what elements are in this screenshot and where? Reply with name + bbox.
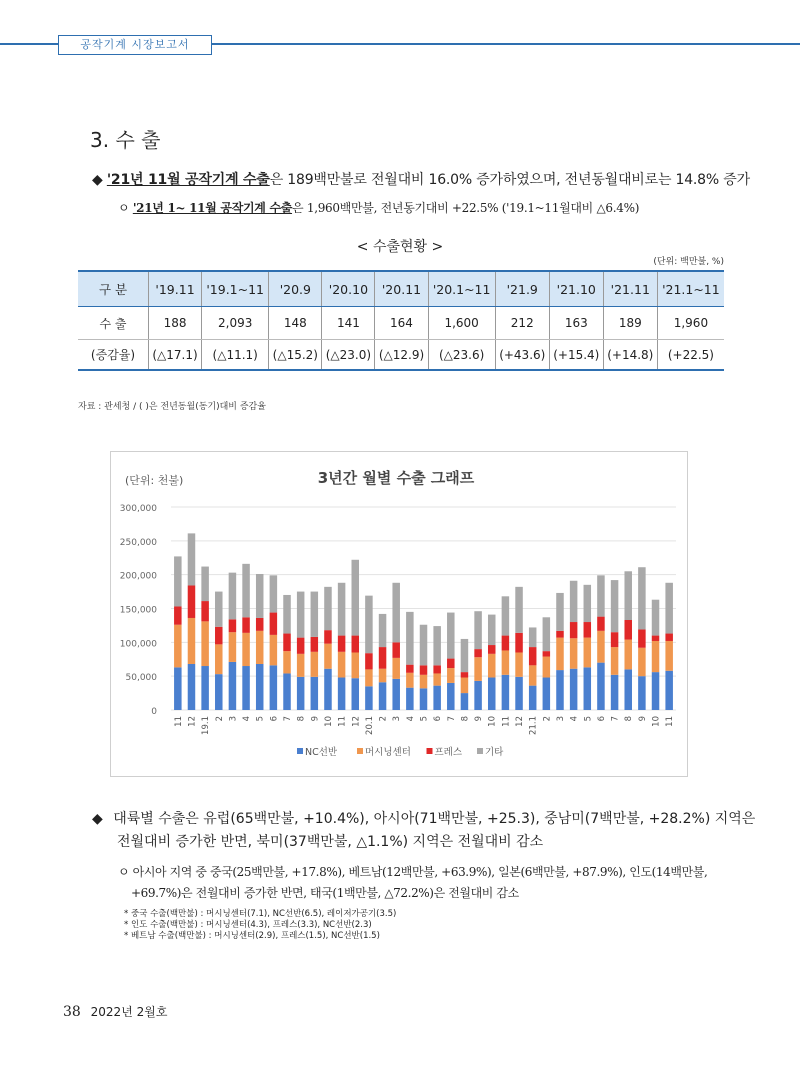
x-tick-label: 11 xyxy=(665,716,676,727)
table-header-cell: '21.10 xyxy=(549,271,603,307)
bar-segment xyxy=(188,664,196,710)
legend-swatch xyxy=(427,748,433,754)
bar-segment xyxy=(652,636,660,641)
bar-segment xyxy=(624,571,632,620)
bar-segment xyxy=(474,681,482,710)
x-tick-label: 12 xyxy=(515,716,526,727)
bar-segment xyxy=(352,678,360,710)
region-line2: 전월대비 증가한 반면, 북미(37백만불, △1.1%) 지역은 전월대비 감소 xyxy=(117,834,544,850)
bar-segment xyxy=(597,663,605,710)
bar-segment xyxy=(324,669,332,710)
bar-segment xyxy=(379,647,387,669)
bar-segment xyxy=(215,627,223,645)
bar-segment xyxy=(379,614,387,647)
bar-segment xyxy=(611,632,619,647)
table-cell: (△11.1) xyxy=(202,340,269,371)
bar-segment xyxy=(201,621,209,666)
bullet-detail-text: 은 1,960백만불, 전년동기대비 +22.5% ('19.1~11월대비 △6.4%) xyxy=(292,201,640,215)
bar-segment xyxy=(665,583,673,634)
bar-segment xyxy=(488,615,496,645)
legend-swatch xyxy=(357,748,363,754)
x-tick-label: 10 xyxy=(323,716,334,727)
bullet-detail-bold: '21년 1~ 11월 공작기계 수출 xyxy=(132,201,293,215)
source-note: 자료 : 관세청 / ( )은 전년동월(동기)대비 증감율 xyxy=(78,402,266,412)
bar-segment xyxy=(174,667,182,710)
x-tick-label: 12 xyxy=(187,716,198,727)
bar-segment xyxy=(256,574,264,618)
bar-segment xyxy=(502,636,510,651)
bar-segment xyxy=(297,677,305,710)
bar-segment xyxy=(283,634,291,652)
bar-segment xyxy=(665,671,673,710)
table-header-cell: '20.1~11 xyxy=(428,271,495,307)
bar-segment xyxy=(652,672,660,710)
x-tick-label: 9 xyxy=(310,716,321,722)
y-tick-label: 250,000 xyxy=(119,537,157,548)
export-table xyxy=(78,270,724,371)
table-cell: (증감율) xyxy=(78,340,149,371)
table-header-cell: '21.9 xyxy=(495,271,549,307)
bar-segment xyxy=(392,658,400,679)
x-tick-label: 9 xyxy=(637,716,648,722)
bar-segment xyxy=(406,612,414,665)
x-tick-label: 2 xyxy=(542,716,553,722)
bar-segment xyxy=(624,669,632,710)
table-cell: (△12.9) xyxy=(375,340,428,371)
bullet-detail xyxy=(118,199,639,216)
chart-unit-label: (단위: 천불) xyxy=(125,474,184,487)
bar-segment xyxy=(283,673,291,710)
x-tick-label: 3 xyxy=(555,716,566,722)
bar-segment xyxy=(311,652,319,677)
bar-segment xyxy=(229,619,237,632)
bar-segment xyxy=(188,585,196,617)
bar-segment xyxy=(379,669,387,683)
bar-segment xyxy=(365,653,373,669)
x-tick-label: 5 xyxy=(583,716,594,722)
bar-segment xyxy=(392,642,400,658)
y-tick-label: 50,000 xyxy=(125,673,157,684)
x-tick-label: 12 xyxy=(351,716,362,727)
x-tick-label: 3 xyxy=(392,716,403,722)
bar-segment xyxy=(584,667,592,710)
bar-segment xyxy=(311,637,319,652)
bar-segment xyxy=(461,672,469,677)
bar-segment xyxy=(433,665,441,673)
bar-segment xyxy=(447,613,455,659)
bar-segment xyxy=(570,622,578,638)
bar-segment xyxy=(502,596,510,635)
bar-segment xyxy=(447,683,455,710)
table-header-cell: 구 분 xyxy=(78,271,149,307)
bar-segment xyxy=(556,593,564,631)
table-header-cell: '20.9 xyxy=(269,271,322,307)
table-cell: (△15.2) xyxy=(269,340,322,371)
bar-segment xyxy=(365,669,373,686)
asia-line2: +69.7%)은 전월대비 증가한 반면, 태국(1백만불, △72.2%)은 전월대비 감소 xyxy=(131,886,519,900)
table-cell: 1,600 xyxy=(428,307,495,340)
page-footer xyxy=(63,1003,167,1020)
x-tick-label: 10 xyxy=(487,716,498,727)
bar-segment xyxy=(297,638,305,654)
x-tick-label: 8 xyxy=(460,716,471,722)
x-tick-label: 7 xyxy=(283,716,294,722)
bar-segment xyxy=(570,638,578,668)
bar-segment xyxy=(638,629,646,647)
bar-segment xyxy=(256,664,264,710)
bullet-summary-text: 은 189백만불로 전월대비 16.0% 증가하였으며, 전년동월대비로는 14.8% 증가 xyxy=(269,172,750,188)
bar-segment xyxy=(283,595,291,634)
header-rule-right xyxy=(212,43,800,45)
bar-segment xyxy=(665,641,673,671)
table-header-cell: '21.11 xyxy=(603,271,657,307)
x-tick-label: 7 xyxy=(446,716,457,722)
bar-segment xyxy=(420,688,428,710)
x-tick-label: 20.1 xyxy=(364,716,375,735)
bar-segment xyxy=(624,640,632,670)
x-tick-label: 6 xyxy=(433,716,444,722)
x-tick-label: 4 xyxy=(569,716,580,722)
bar-segment xyxy=(201,567,209,602)
bar-segment xyxy=(529,686,537,710)
bar-segment xyxy=(297,592,305,638)
bar-segment xyxy=(324,587,332,630)
bar-segment xyxy=(352,560,360,636)
bar-segment xyxy=(256,631,264,664)
x-tick-label: 2 xyxy=(378,716,389,722)
footnote: * 베트남 수출(백만불) : 머시닝센터(2.9), 프레스(1.5), NC선반(1.5) xyxy=(124,931,380,941)
bar-segment xyxy=(433,673,441,685)
bar-segment xyxy=(461,693,469,710)
bar-segment xyxy=(638,648,646,676)
bar-segment xyxy=(433,686,441,710)
bar-segment xyxy=(665,634,673,641)
x-tick-label: 7 xyxy=(610,716,621,722)
bar-segment xyxy=(624,620,632,640)
x-tick-label: 5 xyxy=(255,716,266,722)
bar-segment xyxy=(543,617,551,651)
bar-segment xyxy=(543,678,551,710)
bar-segment xyxy=(433,626,441,665)
bar-segment xyxy=(406,665,414,673)
circle-bullet-icon: ㅇ xyxy=(118,201,130,215)
bar-segment xyxy=(652,600,660,636)
bar-segment xyxy=(529,627,537,647)
bar-segment xyxy=(188,533,196,585)
table-cell: 188 xyxy=(149,307,202,340)
bar-segment xyxy=(502,675,510,710)
x-tick-label: 9 xyxy=(474,716,485,722)
bar-segment xyxy=(242,617,250,633)
table-header-row xyxy=(78,271,724,307)
table-cell: (+15.4) xyxy=(549,340,603,371)
bar-segment xyxy=(461,639,469,672)
bar-segment xyxy=(174,625,182,668)
bar-segment xyxy=(611,647,619,675)
bar-segment xyxy=(215,592,223,627)
bar-segment xyxy=(229,573,237,620)
x-tick-label: 5 xyxy=(419,716,430,722)
issue-label: 2022년 2월호 xyxy=(90,1005,168,1019)
table-header-cell: '19.1~11 xyxy=(202,271,269,307)
bar-segment xyxy=(597,631,605,663)
bar-segment xyxy=(242,564,250,617)
asia-line1: 아시아 지역 중 중국(25백만불, +17.8%), 베트남(12백만불, +63.9%), 일본(6백만불, +87.9%), 인도(14백만불, xyxy=(132,865,708,879)
bar-segment xyxy=(338,678,346,710)
table-cell: 163 xyxy=(549,307,603,340)
x-tick-label: 11 xyxy=(173,716,184,727)
bar-segment xyxy=(515,633,523,653)
x-tick-label: 4 xyxy=(405,716,416,722)
bar-segment xyxy=(447,668,455,683)
bar-segment xyxy=(352,636,360,653)
bar-segment xyxy=(256,618,264,631)
bar-segment xyxy=(420,625,428,666)
x-tick-label: 2 xyxy=(214,716,225,722)
export-chart xyxy=(111,452,687,776)
legend-swatch xyxy=(297,748,303,754)
bar-segment xyxy=(584,638,592,668)
table-cell: 2,093 xyxy=(202,307,269,340)
bar-segment xyxy=(242,633,250,666)
x-tick-label: 6 xyxy=(596,716,607,722)
bar-segment xyxy=(338,652,346,678)
table-cell: 1,960 xyxy=(657,307,724,340)
chart-frame xyxy=(110,451,688,777)
bar-segment xyxy=(515,677,523,710)
bar-segment xyxy=(229,662,237,710)
bar-segment xyxy=(392,679,400,710)
asia-paragraph xyxy=(118,863,707,880)
x-tick-label: 4 xyxy=(242,716,253,722)
table-header-cell: '20.11 xyxy=(375,271,428,307)
bar-segment xyxy=(461,678,469,694)
x-tick-label: 11 xyxy=(501,716,512,727)
x-tick-label: 10 xyxy=(651,716,662,727)
bar-segment xyxy=(611,580,619,632)
bar-segment xyxy=(543,657,551,678)
legend-label: 프레스 xyxy=(434,747,463,758)
legend-label: NC선반 xyxy=(305,747,338,758)
region-paragraph xyxy=(92,808,755,828)
bar-segment xyxy=(311,677,319,710)
bar-segment xyxy=(270,635,278,665)
table-cell: (+14.8) xyxy=(603,340,657,371)
bar-segment xyxy=(338,583,346,636)
x-tick-label: 8 xyxy=(624,716,635,722)
bar-segment xyxy=(447,659,455,668)
bar-segment xyxy=(597,575,605,616)
bar-segment xyxy=(474,657,482,681)
table-row xyxy=(78,340,724,371)
table-cell: 189 xyxy=(603,307,657,340)
footnotes xyxy=(124,909,396,942)
bar-segment xyxy=(543,651,551,656)
bar-segment xyxy=(420,675,428,689)
bar-segment xyxy=(474,649,482,657)
bar-segment xyxy=(652,641,660,672)
y-tick-label: 200,000 xyxy=(119,571,157,582)
bar-segment xyxy=(365,596,373,654)
bar-segment xyxy=(638,676,646,710)
x-tick-label: 8 xyxy=(296,716,307,722)
table-cell: 141 xyxy=(322,307,375,340)
bar-segment xyxy=(515,652,523,676)
bar-segment xyxy=(283,651,291,673)
footnote: * 중국 수출(백만불) : 머시닝센터(7.1), NC선반(6.5), 레이저가공기(3.5) xyxy=(124,909,397,919)
legend-swatch xyxy=(477,748,483,754)
circle-bullet-icon: ㅇ xyxy=(118,865,130,879)
section-title: 3. 수 출 xyxy=(90,128,161,152)
table-header-cell: '20.10 xyxy=(322,271,375,307)
header-title: 공작기계 시장보고서 xyxy=(58,35,212,55)
table-title: < 수출현황 > xyxy=(356,239,444,255)
x-tick-label: 21.1 xyxy=(528,716,539,735)
bullet-summary xyxy=(92,169,750,189)
diamond-bullet-icon: ◆ xyxy=(92,811,103,827)
table-cell: (△23.6) xyxy=(428,340,495,371)
bar-segment xyxy=(515,587,523,633)
bar-segment xyxy=(188,618,196,664)
bar-segment xyxy=(201,666,209,710)
table-cell: (+43.6) xyxy=(495,340,549,371)
bar-segment xyxy=(488,654,496,678)
bar-segment xyxy=(584,585,592,622)
bar-segment xyxy=(611,675,619,710)
y-tick-label: 150,000 xyxy=(119,605,157,616)
bar-segment xyxy=(201,601,209,621)
bullet-summary-bold: '21년 11월 공작기계 수출 xyxy=(106,172,270,188)
bar-segment xyxy=(638,567,646,629)
y-tick-label: 300,000 xyxy=(119,504,157,514)
bar-segment xyxy=(529,665,537,685)
region-line1: 대륙별 수출은 유럽(65백만불, +10.4%), 아시아(71백만불, +25.3), 중남미(7백만불, +28.2%) 지역은 xyxy=(113,811,756,827)
bar-segment xyxy=(474,611,482,649)
bar-segment xyxy=(242,666,250,710)
y-tick-label: 100,000 xyxy=(119,639,157,650)
x-tick-label: 11 xyxy=(337,716,348,727)
table-row xyxy=(78,307,724,340)
bar-segment xyxy=(311,592,319,637)
x-tick-label: 6 xyxy=(269,716,280,722)
bar-segment xyxy=(324,630,332,644)
table-header-cell: '21.1~11 xyxy=(657,271,724,307)
bar-segment xyxy=(270,665,278,710)
chart-title: 3년간 월별 수출 그래프 xyxy=(317,469,475,487)
table-cell: (△17.1) xyxy=(149,340,202,371)
bar-segment xyxy=(570,581,578,622)
table-cell: (+22.5) xyxy=(657,340,724,371)
bar-segment xyxy=(556,670,564,710)
table-cell: 수 출 xyxy=(78,307,149,340)
page-number: 38 xyxy=(63,1004,81,1020)
bar-segment xyxy=(488,645,496,654)
bar-segment xyxy=(597,617,605,631)
bar-segment xyxy=(556,638,564,670)
x-tick-label: 3 xyxy=(228,716,239,722)
bar-segment xyxy=(270,575,278,612)
bar-segment xyxy=(584,622,592,638)
bar-segment xyxy=(324,644,332,669)
bar-segment xyxy=(352,652,360,678)
x-tick-label: 19.1 xyxy=(201,716,212,735)
bar-segment xyxy=(406,688,414,710)
table-cell: 148 xyxy=(269,307,322,340)
bar-segment xyxy=(229,632,237,662)
bar-segment xyxy=(215,674,223,710)
diamond-bullet-icon: ◆ xyxy=(92,172,103,188)
header-rule-left xyxy=(0,43,58,45)
bar-segment xyxy=(420,665,428,674)
bar-segment xyxy=(556,631,564,638)
legend-label: 머시닝센터 xyxy=(365,747,411,758)
table-cell: (△23.0) xyxy=(322,340,375,371)
bar-segment xyxy=(529,647,537,665)
bar-segment xyxy=(270,613,278,635)
legend-label: 기타 xyxy=(485,747,504,758)
bar-segment xyxy=(338,636,346,652)
table-header-cell: '19.11 xyxy=(149,271,202,307)
bar-segment xyxy=(174,556,182,606)
bar-segment xyxy=(570,669,578,710)
bar-segment xyxy=(502,650,510,674)
bar-segment xyxy=(392,583,400,643)
table-cell: 212 xyxy=(495,307,549,340)
table-unit: (단위: 백만불, %) xyxy=(653,257,724,267)
bar-segment xyxy=(379,682,387,710)
bar-segment xyxy=(215,644,223,674)
footnote: * 인도 수출(백만불) : 머시닝센터(4.3), 프레스(3.3), NC선반(2.3) xyxy=(124,920,372,930)
bar-segment xyxy=(297,654,305,677)
bar-segment xyxy=(488,678,496,710)
table-cell: 164 xyxy=(375,307,428,340)
bar-segment xyxy=(365,686,373,710)
y-tick-label: 0 xyxy=(151,707,157,717)
bar-segment xyxy=(406,673,414,688)
bar-segment xyxy=(174,606,182,624)
